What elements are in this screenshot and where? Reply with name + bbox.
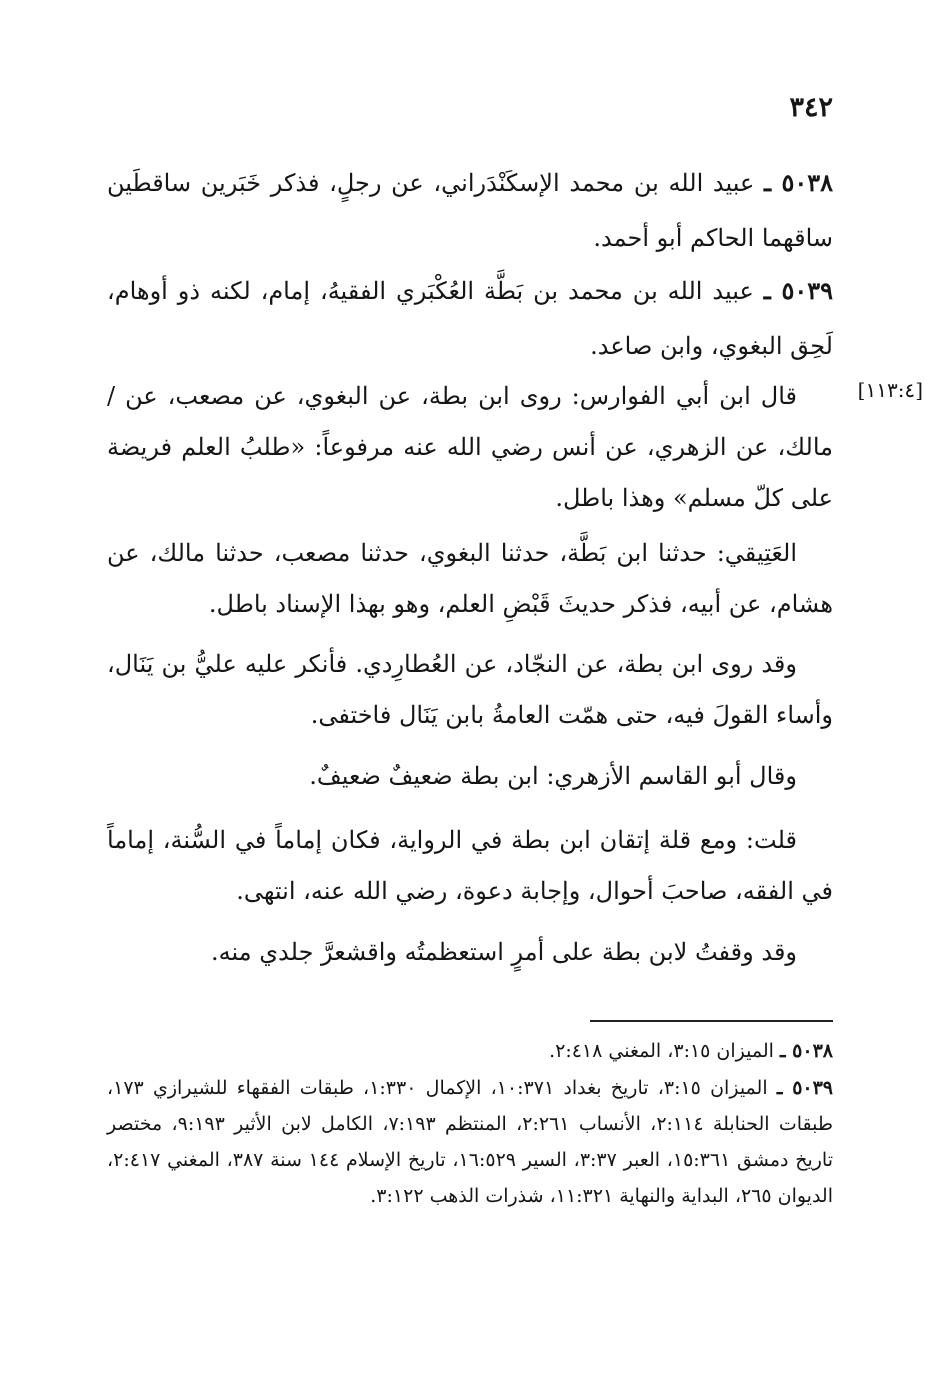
footnote-text: الميزان ٣:١٥، تاريخ بغداد ١٠:٣٧١، الإكمال ١:٣٣٠، طبقات الفقهاء للشيرازي ١٧٣، طبقات الحنابلة ٢:١١٤، الأنساب ٢:٢٦١، المنتظم ٧:١٩٣، الكامل لابن الأثير ٩:١٩٣، مختصر تاريخ دمشق ١٥:٣٦١، العبر ٣:٣٧، السير ١٦:٥٢٩، تاريخ الإسلام ١٤٤ سنة ٣٨٧، المغني ٢:٤١٧، الديوان ٢٦٥، البداية والنهاية ١١:٣٢١، شذرات الذهب ٣:١٢٢. — [107, 1077, 833, 1207]
side-reference-marker: [١١٣:٤] — [857, 378, 923, 402]
footnote-label: ٥٠٣٨ ـ — [779, 1040, 833, 1062]
paragraph: قال ابن أبي الفوارس: روى ابن بطة، عن البغوي، عن مصعب، عن / مالك، عن الزهري، عن أنس رضي الله عنه مرفوعاً: «طلبُ العلم فريضة على كلّ مسلم» وهذا باطل. — [107, 382, 833, 512]
paragraph: وقال أبو القاسم الأزهري: ابن بطة ضعيفٌ ضعيفٌ. — [309, 762, 797, 790]
paragraph: العَتِيقي: حدثنا ابن بَطَّة، حدثنا البغوي، حدثنا مصعب، حدثنا مالك، عن هشام، عن أبيه، فذكر حديثَ قَبْضِ العلم، وهو بهذا الإسناد باطل. — [107, 539, 833, 618]
footnote-label: ٥٠٣٩ ـ — [776, 1077, 834, 1099]
entry-text: عبيد الله بن محمد بن بَطَّة العُكْبَري الفقيهُ، إمام، لكنه ذو أوهام، لَحِق البغوي، وابن صاعد. — [107, 277, 833, 360]
entry-5038 — [107, 155, 833, 266]
footnote-divider — [590, 1020, 833, 1022]
footnote-text: الميزان ٣:١٥، المغني ٢:٤١٨. — [549, 1040, 774, 1062]
entry-text: عبيد الله بن محمد الإسكَنْدَراني، عن رجلٍ، فذكر خَبَرين ساقطَين ساقهما الحاكم أبو أحمد. — [107, 169, 833, 252]
footnote-5038 — [107, 1033, 833, 1069]
entry-number: ٥٠٣٩ ـ — [763, 276, 833, 305]
footnote-5039 — [107, 1070, 833, 1214]
paragraph: وقد روى ابن بطة، عن النجّاد، عن العُطارِدي. فأنكر عليه عليُّ بن يَنَال، وأساء القولَ فيه، حتى همّت العامةُ بابن يَنَال فاختفى. — [107, 650, 833, 729]
entry-5039 — [107, 263, 833, 374]
entry-number: ٥٠٣٨ ـ — [764, 168, 833, 197]
page-number: ٣٤٢ — [789, 92, 833, 123]
paragraph: قلت: ومع قلة إتقان ابن بطة في الرواية، فكان إماماً في السُّنة، إماماً في الفقه، صاحبَ أحوال، وإجابة دعوة، رضي الله عنه، انتهى. — [107, 826, 833, 905]
paragraph: وقد وقفتُ لابن بطة على أمرٍ استعظمتُه واقشعرَّ جلدي منه. — [211, 938, 797, 966]
